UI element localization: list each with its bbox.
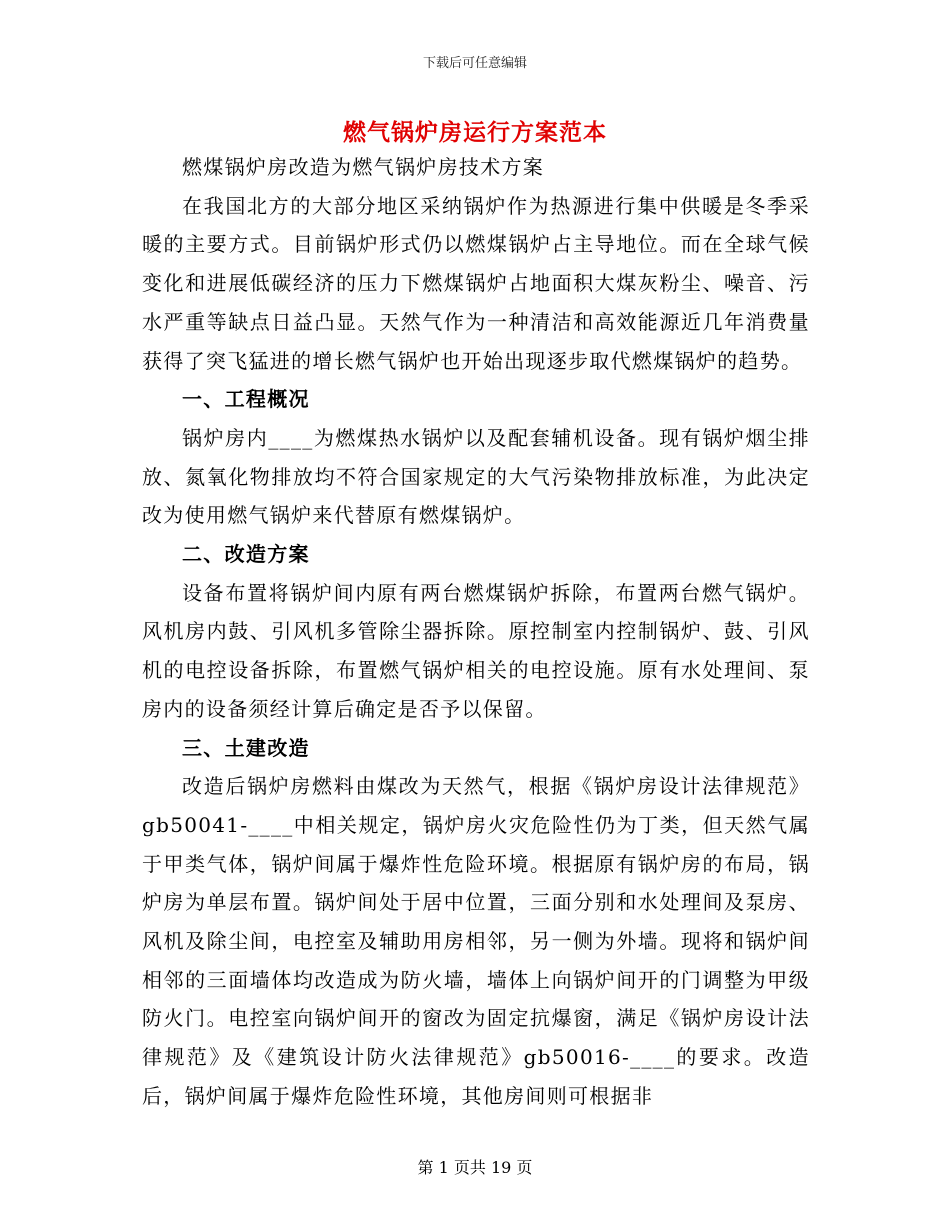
section-body-3: 改造后锅炉房燃料由煤改为天然气，根据《锅炉房设计法律规范》gb50041-____中相关规定，锅炉房火灾危险性仍为丁类，但天然气属于甲类气体，锅炉间属于爆炸性危险环境。根据原有锅炉房的布局，锅炉房为单层布置。锅炉间处于居中位置，三面分别和水处理间及泵房、风机及除尘间，电控室及辅助用房相邻，另一侧为外墙。现将和锅炉间相邻的三面墙体均改造成为防火墙，墙体上向锅炉间开的门调整为甲级防火门。电控室向锅炉间开的窗改为固定抗爆窗，满足《锅炉房设计法律规范》及《建筑设计防火法律规范》gb50016-____的要求。改造后，锅炉间属于爆炸危险性环境，其他房间则可根据非 <box>142 774 810 1108</box>
section-body-1: 锅炉房内____为燃煤热水锅炉以及配套辅机设备。现有锅炉烟尘排放、氮氧化物排放均不符合国家规定的大气污染物排放标准，为此决定改为使用燃气锅炉来代替原有燃煤锅炉。 <box>142 425 810 528</box>
document-subtitle: 燃煤锅炉房改造为燃气锅炉房技术方案 <box>182 155 545 179</box>
page-number-footer: 第 1 页共 19 页 <box>417 1158 533 1177</box>
section-body-2: 设备布置将锅炉间内原有两台燃煤锅炉拆除，布置两台燃气锅炉。风机房内鼓、引风机多管除尘器拆除。原控制室内控制锅炉、鼓、引风机的电控设备拆除，布置燃气锅炉相关的电控设施。原有水处理间、泵房内的设备须经计算后确定是否予以保留。 <box>142 580 810 721</box>
page-header-note: 下载后可任意编辑 <box>422 56 527 71</box>
section-heading-2: 二、改造方案 <box>182 542 310 567</box>
section-heading-1: 一、工程概况 <box>182 387 310 412</box>
section-heading-3: 三、土建改造 <box>182 735 310 760</box>
intro-paragraph: 在我国北方的大部分地区采纳锅炉作为热源进行集中供暖是冬季采暖的主要方式。目前锅炉形式仍以燃煤锅炉占主导地位。而在全球气候变化和进展低碳经济的压力下燃煤锅炉占地面积大煤灰粉尘、噪音、污水严重等缺点日益凸显。天然气作为一种清洁和高效能源近几年消费量获得了突飞猛进的增长燃气锅炉也开始出现逐步取代燃煤锅炉的趋势。 <box>142 193 810 373</box>
document-body <box>142 148 810 1116</box>
document-title: 燃气锅炉房运行方案范本 <box>343 119 607 146</box>
